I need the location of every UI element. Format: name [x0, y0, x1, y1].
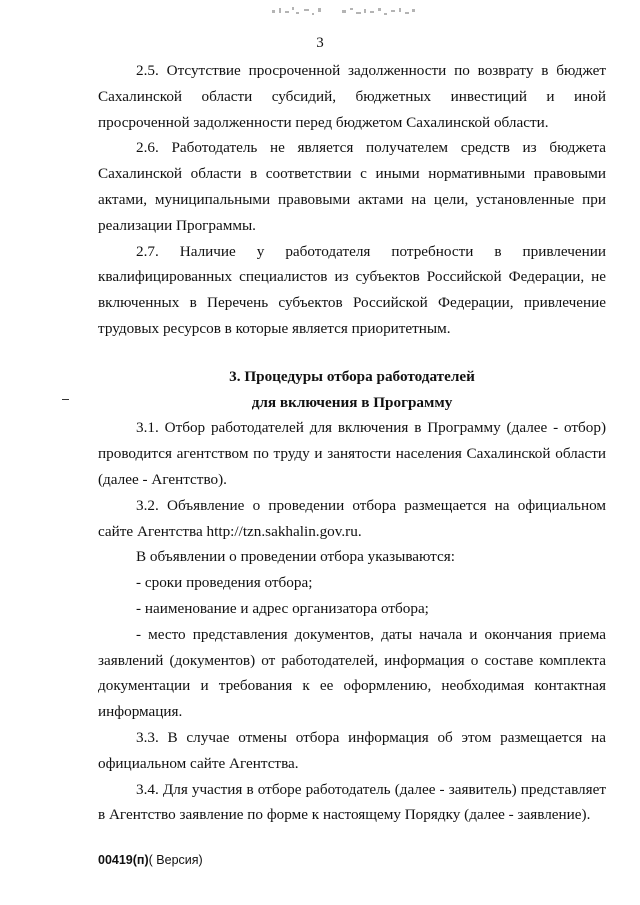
paragraph-2-7: 2.7. Наличие у работодателя потребности в привлечении квалифицированных специалистов из субъектов Российской Федерации, не включенных в Перечень субъектов Российской Федерации, привлечение трудовых ресурсов в которые является приоритетным.	[98, 242, 606, 337]
paragraph-2-5: 2.5. Отсутствие просроченной задолженности по возврату в бюджет Сахалинской области субсидий, бюджетных инвестиций и иной просроченной задолженности перед бюджетом Сахалинской области.	[98, 62, 606, 131]
margin-mark	[62, 399, 69, 400]
section-heading-line-2: для включения в Программу	[251, 393, 453, 411]
list-item-submission: - место представления документов, даты начала и окончания приема заявлений (документов) от работодателей, информация о составе комплекта документации и требования к ее оформлению, необходимая контактная информация.	[98, 625, 606, 721]
document-footer	[98, 853, 203, 867]
list-item-organizer: - наименование и адрес организатора отбора;	[136, 599, 429, 617]
paragraph-2-6: 2.6. Работодатель не является получателем средств из бюджета Сахалинской области в соответствии с иными нормативными правовыми актами, муниципальными правовыми актами на цели, установленные при реализации Программы.	[98, 139, 606, 234]
list-item-deadlines: - сроки проведения отбора;	[136, 574, 313, 592]
scan-artifact-header	[0, 2, 640, 24]
page-number: 3	[316, 35, 324, 51]
paragraph-3-2: 3.2. Объявление о проведении отбора размещается на официальном сайте Агентства http://tzn.sakhalin.gov.ru.	[98, 496, 606, 540]
paragraph-3-1: 3.1. Отбор работодателей для включения в Программу (далее - отбор) проводится агентством по труду и занятости населения Сахалинской области (далее - Агентство).	[98, 419, 606, 488]
paragraph-3-4: 3.4. Для участия в отборе работодатель (далее - заявитель) представляет в Агентство заявление по форме к настоящему Порядку (далее - заявление).	[98, 780, 606, 824]
footer-version: ( Версия)	[148, 853, 203, 867]
document-body	[98, 58, 606, 828]
paragraph-announcement-intro: В объявлении о проведении отбора указываются:	[136, 548, 455, 566]
paragraph-3-3: 3.3. В случае отмены отбора информация об этом размещается на официальном сайте Агентства.	[98, 728, 606, 772]
footer-code: 00419(п)	[98, 853, 149, 867]
section-heading-line-1: 3. Процедуры отбора работодателей	[229, 367, 475, 385]
section-heading	[98, 364, 606, 416]
